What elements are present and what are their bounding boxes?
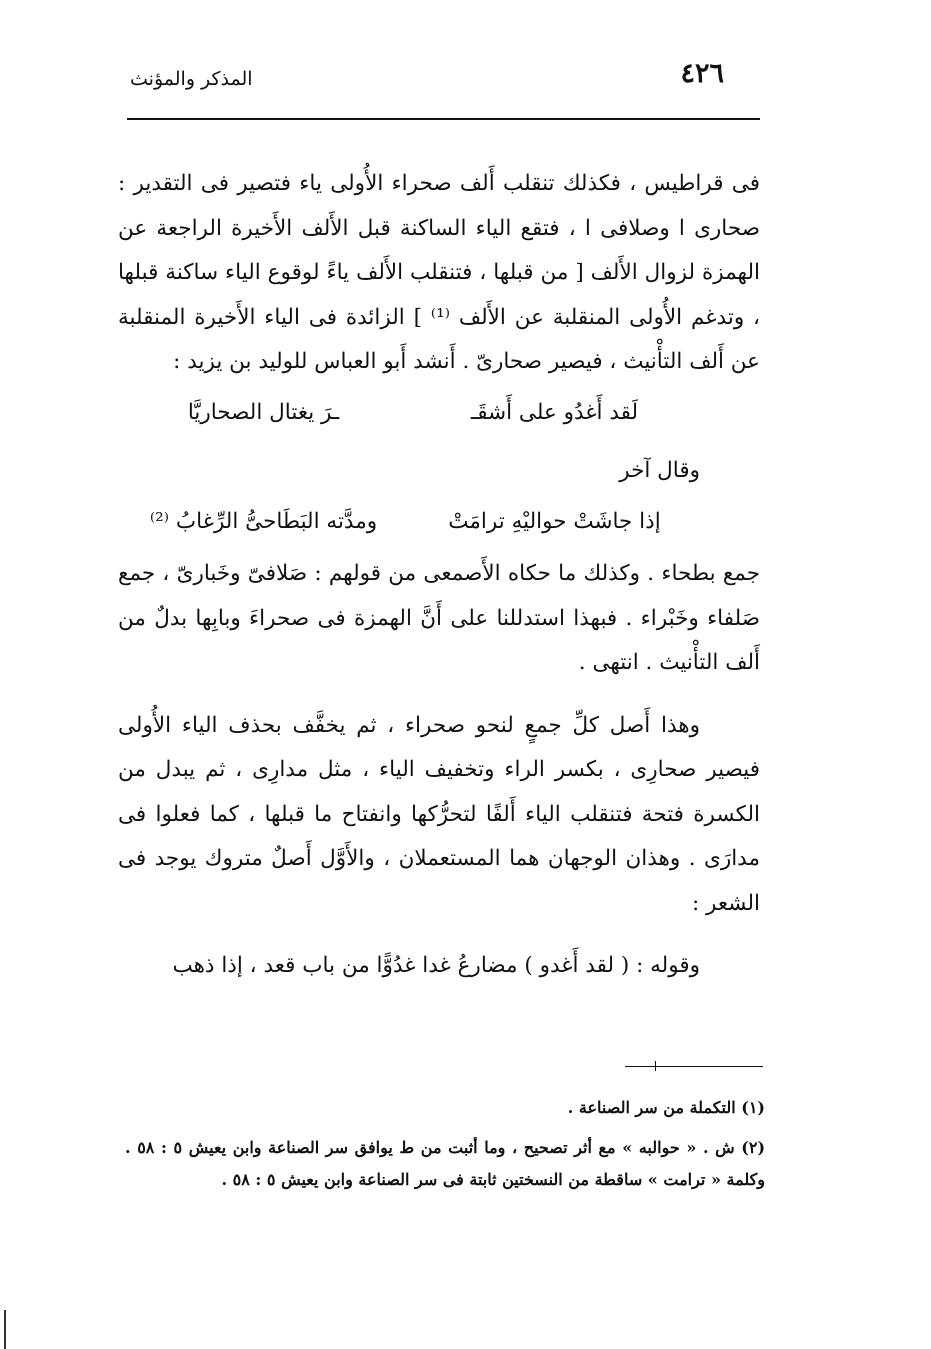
paragraph-4: وقوله : ( لقد أَغدو ) مضارعُ غدا غدُوًّا من باب قعد ، إذا ذهب	[172, 953, 700, 978]
paragraph-3: وهذا أَصل كلِّ جمعٍ لنحو صحراء ، ثم يخفَّف بحذف الياء الأُولى فيصير صحارِى ، بكسر الراء وتخفيف الياء ، مثل مدارِى ، ثم يبدل من الكسرة فتحة فتنقلب الياء أَلفًا لتحرُّكها وانفتاح ما قبلها ، كما فعلوا فى مدارَى . وهذان الوجهان هما المستعملان ، والأَوَّل أَصلٌ متروك يوجد فى الشعر :	[118, 712, 760, 916]
paragraph-2: جمع بطحاء . وكذلك ما حكاه الأَصمعى من قولهم : صَلافىّ وخَبارىّ ، جمع صَلفاء وخَبْراء . فبهذا استدللنا على أَنَّ الهمزة فى صحراءَ وبابِها بدلٌ من أَلف التأْنيث . انتهى .	[118, 561, 760, 675]
footnote-rule-tick	[655, 1061, 656, 1071]
verse-1-first-hemistich: لَقد أَغدُو على أَشقَـ	[470, 399, 639, 425]
footnote-rule	[625, 1066, 763, 1067]
page-number: ٤٢٦	[680, 58, 724, 89]
verse-1	[118, 391, 760, 436]
scan-edge-mark	[4, 1310, 6, 1349]
paragraph-1: فى قراطيس ، فكذلك تنقلب أَلف صحراء الأُولى ياء فتصير فى التقدير : صحارى ا وصلافى ا ، فتقع الياء الساكنة قبل الأَلف الأَخيرة الراجعة عن الهمزة لزوال الأَلف [ من قبلها ، فتنقلب الأَلف ياءً لوقوع الياء ساكنة قبلها ، وتدغم الأُولى المنقلبة عن الأَلف ⁽¹⁾ ] الزائدة فى الياء الأَخيرة المنقلبة عن أَلف التأْنيث ، فيصير صحارىّ . أَنشد أَبو العباس للوليد بن يزيد :	[118, 171, 760, 374]
footnote-2: (٢) ش . « حوالبه » مع أثر تصحيح ، وما أثبت من ط يوافق سر الصناعة وابن يعيش ٥ : ٥٨ . وكلمة « ترامت » ساقطة من النسختين ثابتة فى سر الصناعة وابن يعيش ٥ : ٥٨ .	[125, 1138, 766, 1189]
verse-1-second-hemistich: ـرَ يغتال الصحاريَّا	[187, 399, 340, 425]
verse-2-intro: وقال آخر	[619, 458, 700, 483]
running-title: المذكر والمؤنث	[130, 68, 253, 90]
header-rule	[127, 118, 760, 120]
page-header	[120, 58, 760, 98]
verse-2	[118, 500, 760, 545]
footnotes	[125, 1092, 765, 1196]
verse-2-second-hemistich: ومدَّته البَطَاحىُّ الرِّغابُ ⁽²⁾	[149, 508, 378, 534]
main-text	[118, 162, 760, 989]
verse-2-first-hemistich: إذا جاشَتْ حواليْهِ ترامَتْ	[448, 508, 661, 534]
footnote-1: (١) التكملة من سر الصناعة .	[567, 1098, 765, 1117]
